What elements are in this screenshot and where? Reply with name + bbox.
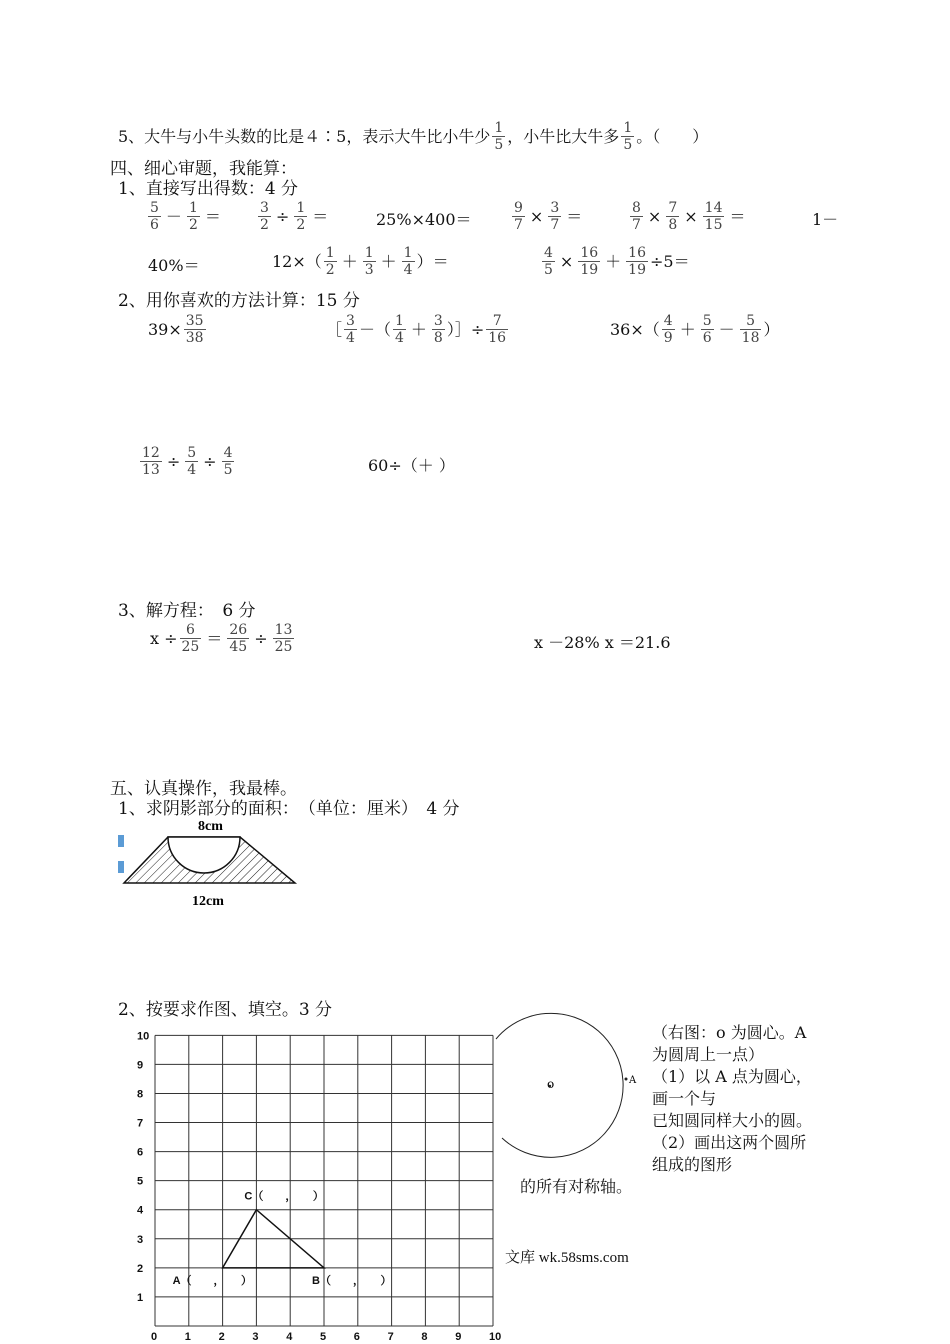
section-5-title: 五、认真操作，我最棒。 [110,779,297,799]
calc2-e3: 36×（ 4 9 ＋ 5 6 － 5 18 ） [610,313,780,346]
calc-e6b: 40%＝ [148,256,200,275]
x-tick-label: 6 [353,1331,360,1343]
x-tick-label: 10 [489,1331,502,1343]
bottom-length-label: 12cm [192,894,224,909]
y-tick-label: 5 [137,1175,144,1188]
y-tick-label: 8 [137,1088,144,1101]
s5q2-title: 2、按要求作图、填空。3 分 [118,1000,333,1020]
y-tick-label: 7 [137,1117,144,1130]
s5q1-title: 1、求阴影部分的面积： （单位：厘米） 4 分 [118,799,460,819]
q5-statement: 5、大牛与小牛头数的比是４∶5，表示大牛比小牛少 1 5 ，小牛比大牛多 1 5 。（ ） [118,120,709,153]
calc2-e4: $\frac{12}{13}$ ÷ $\frac{5}{4}$ ÷ $\frac{4}{5}$ [142,445,233,478]
s4q2-title: 2、用你喜欢的方法计算：15 分 [118,291,360,311]
point-label: A（ ， ） [172,1274,253,1287]
calc-e5: $\frac{8}{7}$ × $\frac{7}{8}$ × $\frac{14}{15}$ ＝ [632,200,746,233]
trapezoid-figure [110,815,310,915]
equation-2: x －28% x ＝21.6 [534,633,671,652]
calc2-e1: 39× $\frac{35}{38}$ [148,313,204,346]
s4q1-title: 1、直接写出得数：4 分 [118,179,299,199]
equation-1: x ÷ $\frac{6}{25}$ ＝ $\frac{26}{45}$ ÷ $\frac{13}{25}$ [150,622,293,655]
instructions-block: （右图：o 为圆心。A 为圆周上一点） （1）以 A 点为圆心， 画一个与 已知圆同样大小的圆。 （2）画出这两个圆所 组成的图形 [652,1023,813,1174]
point-label: B（ ， ） [312,1274,392,1287]
x-tick-label: 2 [218,1331,225,1343]
y-tick-label: 2 [137,1262,144,1275]
x-tick-label: 4 [286,1331,293,1343]
calc-e2: $\frac{3}{2}$ ÷ $\frac{1}{2}$ ＝ [260,200,329,233]
x-tick-label: 8 [421,1331,428,1343]
calc-e4: $\frac{9}{7}$ × $\frac{3}{7}$ ＝ [514,200,583,233]
center-label: o [547,1077,555,1091]
section-4-title: 四、细心审题，我能算： [110,159,297,179]
y-tick-label: 9 [137,1059,144,1072]
y-tick-label: 1 [137,1291,144,1304]
x-tick-label: 1 [184,1331,191,1343]
calc2-e2: ［ 3 4 －（ 1 4 ＋ 3 8 ）］÷ $\frac{7}{16}$ [326,313,507,346]
x-tick-label: 0 [151,1331,158,1343]
marker-square [118,835,124,847]
top-length-label: 8cm [198,819,223,834]
calc-e1: 5 6 － 1 2 ＝ [150,200,221,233]
given-circle [496,1013,623,1157]
coordinate-grid [130,1028,510,1344]
calc-e7: 12×（ 1 2 ＋ 1 3 ＋ 1 4 ）＝ [272,245,449,278]
point-label: C（ ， ） [244,1190,324,1203]
y-tick-label: 10 [137,1030,150,1043]
x-tick-label: 3 [252,1331,259,1343]
instructions-tail: 的所有对称轴。 [520,1177,633,1196]
y-tick-label: 3 [137,1233,144,1246]
calc-e6a: 1－ [812,210,839,229]
marker-square [118,861,124,873]
x-tick-label: 7 [387,1331,394,1343]
y-tick-label: 6 [137,1146,144,1159]
s4q3-title: 3、解方程： 6 分 [118,601,256,621]
watermark: 文库 wk.58sms.com [505,1250,629,1266]
point-a-dot [625,1078,628,1081]
y-tick-label: 4 [137,1204,144,1217]
fraction: 1 5 [494,120,504,153]
calc2-e5: 60÷（＋ ） [368,456,455,475]
calc-e8: $\frac{4}{5}$ × $\frac{16}{19}$ ＋ $\frac{16}{19}$ ÷5＝ [544,245,690,278]
point-a-label: A [629,1075,637,1086]
circle-figure [480,1000,640,1160]
fraction: 1 5 [623,120,633,153]
x-tick-label: 5 [320,1331,327,1343]
x-tick-label: 9 [455,1331,462,1343]
calc-e3: 25%×400＝ [376,210,472,229]
